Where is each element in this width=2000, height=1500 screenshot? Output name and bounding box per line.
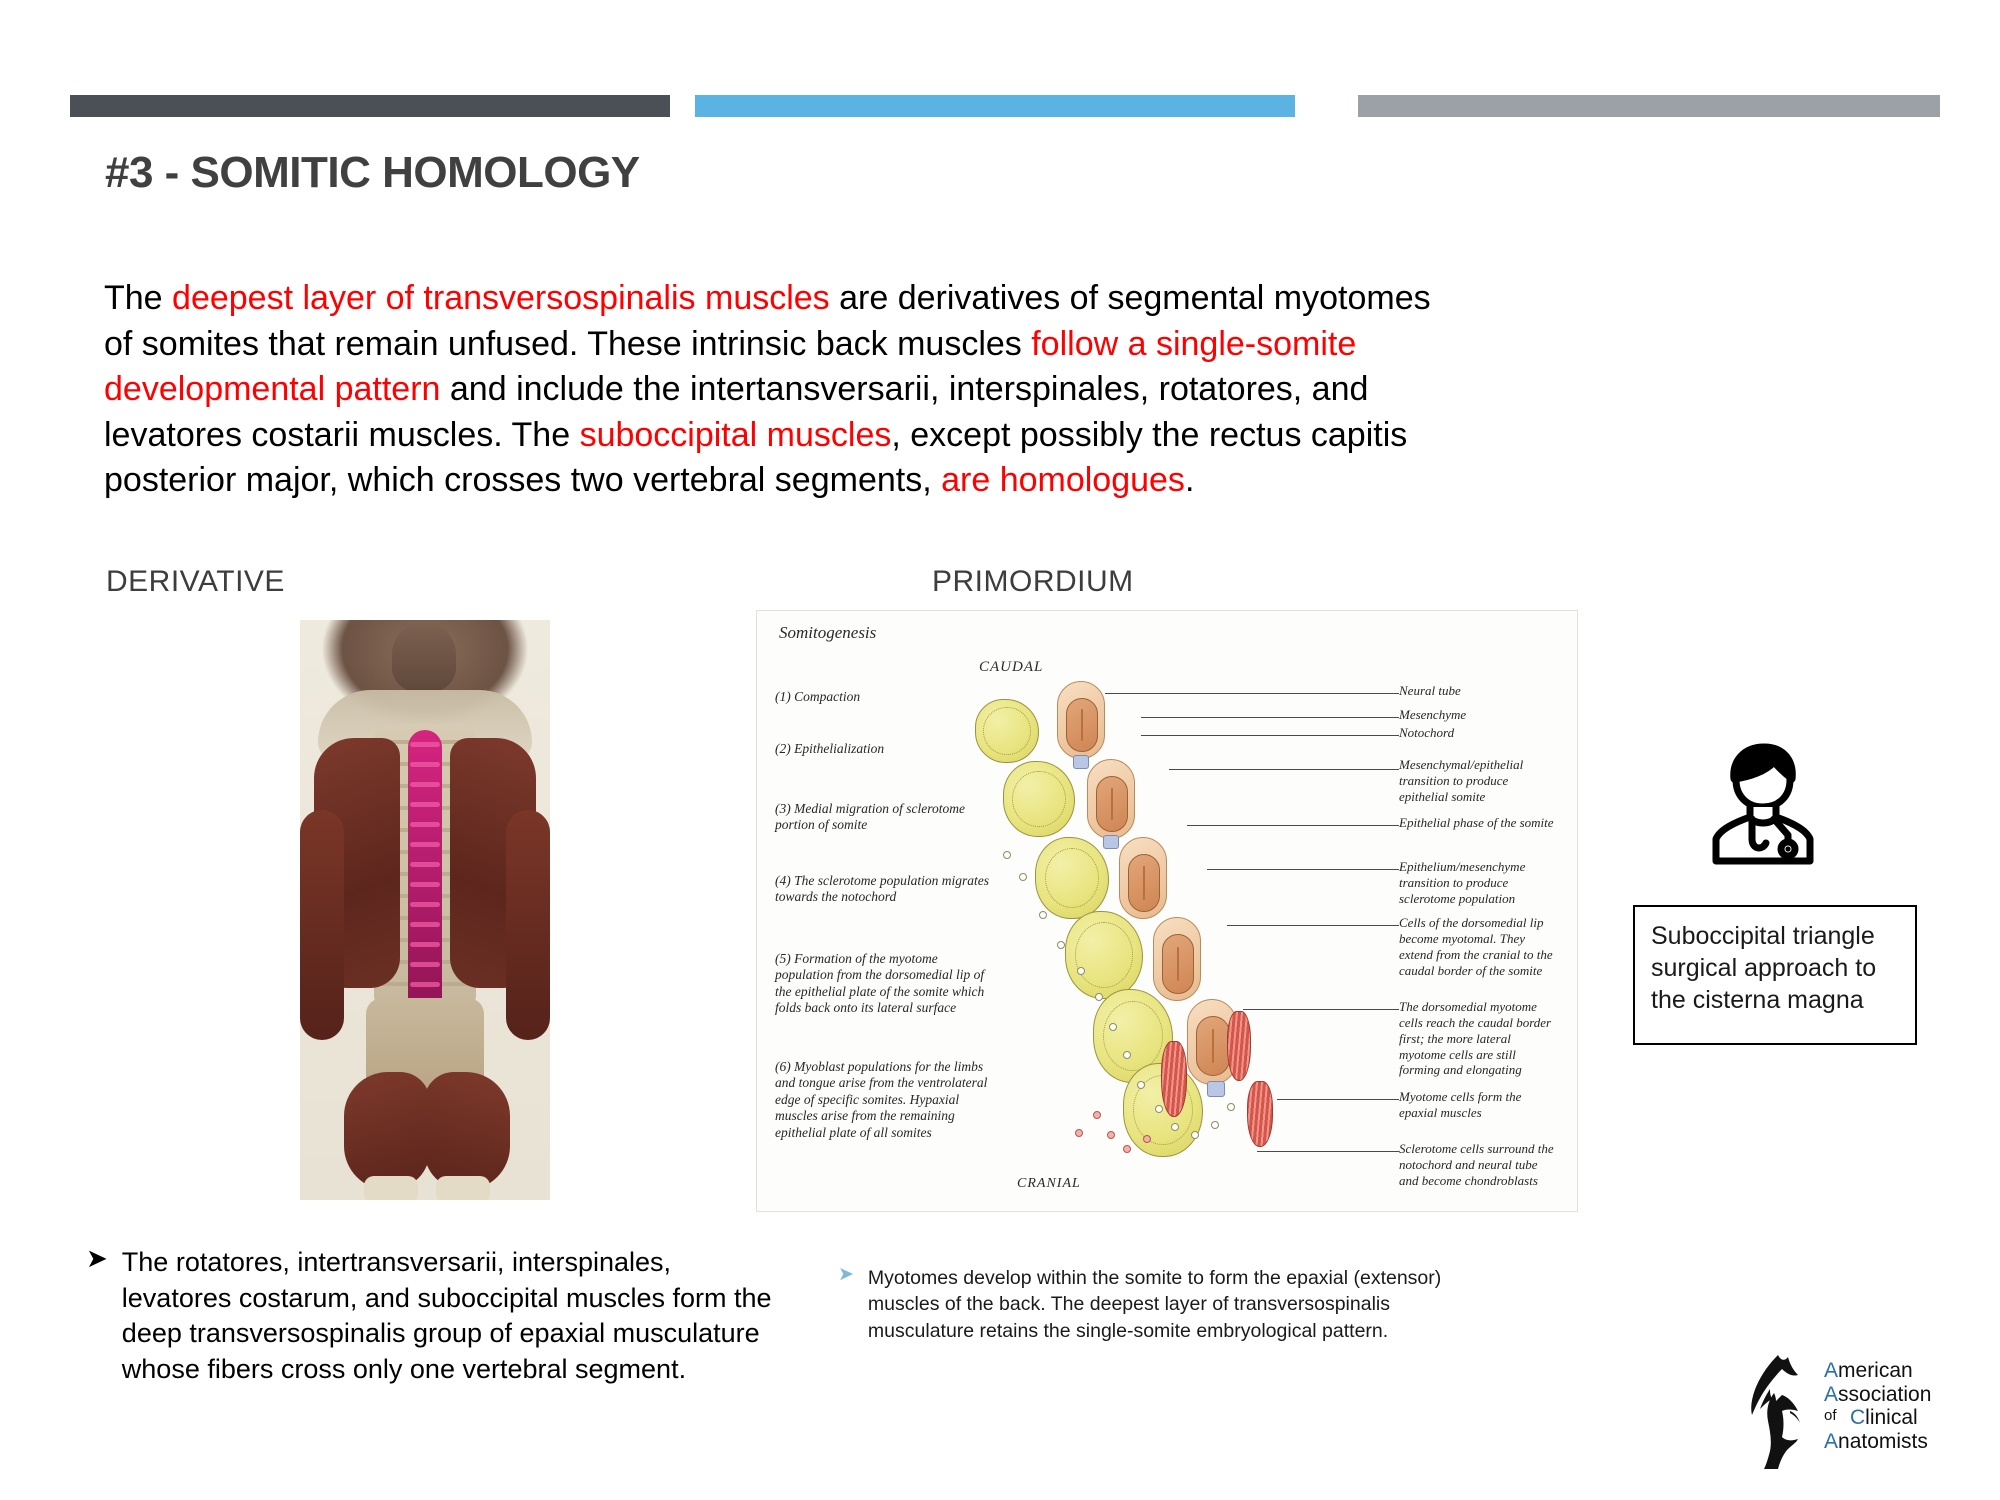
somite-epithelial-3 bbox=[1119, 837, 1167, 919]
cadaver-head bbox=[392, 622, 456, 692]
figure-step-1-number: (1) bbox=[775, 689, 791, 704]
aaca-logo-mark-icon bbox=[1740, 1349, 1822, 1469]
somite-epithelial-1 bbox=[1057, 681, 1105, 759]
cadaver-transversospinalis-highlight bbox=[408, 730, 442, 1020]
figure-step-2-text: Epithelialization bbox=[794, 741, 885, 756]
body-highlight-1: deepest layer of transversospinalis muscles bbox=[172, 279, 830, 317]
figure-step-3-text: Medial migration of sclerotome portion of somite bbox=[775, 801, 965, 833]
somitogenesis-figure bbox=[756, 610, 1578, 1212]
figure-step-4 bbox=[775, 873, 990, 906]
page-title: #3 - SOMITIC HOMOLOGY bbox=[105, 148, 640, 197]
bullet-derivative bbox=[86, 1245, 786, 1388]
body-segment-3: and include the intertansversarii, interspinales, rotatores, and levatores costarii muscles. The bbox=[104, 370, 1369, 454]
somite-yellow-1 bbox=[975, 699, 1039, 763]
figure-step-6-text: Myoblast populations for the limbs and tongue arise from the ventrolateral edge of specific somites. Hypaxial muscles arise from the remaining epithelial plate of all somites bbox=[775, 1059, 988, 1140]
figure-label-mesenchymal-epithelial-transition: Mesenchymal/epithelial transition to produce epithelial somite bbox=[1399, 757, 1524, 804]
figure-step-5 bbox=[775, 951, 990, 1017]
figure-step-6 bbox=[775, 1059, 990, 1141]
cadaver-dissection-image bbox=[300, 620, 550, 1200]
figure-step-1-text: Compaction bbox=[794, 689, 861, 704]
bullet-primordium-text: Myotomes develop within the somite to form the epaxial (extensor) muscles of the back. The deepest layer of transversospinalis musculature retains the single-somite embryological pattern. bbox=[867, 1267, 1442, 1342]
neural-tube-marker-2 bbox=[1103, 835, 1119, 849]
somite-yellow-3 bbox=[1035, 837, 1109, 919]
somite-epithelial-2 bbox=[1087, 759, 1135, 839]
aaca-logo-text bbox=[1824, 1359, 1931, 1454]
figure-step-4-text: The sclerotome population migrates towards the notochord bbox=[775, 873, 989, 905]
figure-step-4-number: (4) bbox=[775, 873, 791, 888]
somite-epithelial-4 bbox=[1153, 917, 1201, 1001]
myotome-epaxial-2 bbox=[1227, 1011, 1251, 1081]
figure-step-2-number: (2) bbox=[775, 741, 791, 756]
figure-step-6-number: (6) bbox=[775, 1059, 791, 1074]
figure-step-3 bbox=[775, 801, 990, 834]
body-highlight-3: suboccipital muscles bbox=[579, 415, 892, 454]
aaca-logo-line-4 bbox=[1824, 1430, 1931, 1454]
cadaver-arm-right bbox=[506, 810, 550, 1040]
doctor-icon bbox=[1688, 735, 1838, 875]
bullet-arrow-icon: ➤ bbox=[838, 1264, 854, 1285]
callout-box: Suboccipital triangle surgical approach to the cisterna magna bbox=[1633, 905, 1917, 1045]
figure-step-2 bbox=[775, 741, 990, 757]
aaca-logo-line-3-cap: C bbox=[1850, 1406, 1866, 1430]
figure-caudal-label: CAUDAL bbox=[979, 659, 1044, 675]
somite-yellow-2 bbox=[1003, 761, 1075, 837]
label-derivative: DERIVATIVE bbox=[106, 565, 285, 598]
figure-step-1 bbox=[775, 689, 990, 705]
neural-tube-marker-3 bbox=[1207, 1081, 1225, 1097]
neural-tube-marker-1 bbox=[1073, 755, 1089, 769]
figure-label-dorsomedial-lip-cells: Cells of the dorsomedial lip become myotomal. They extend from the cranial to the caudal border of the somite bbox=[1399, 915, 1553, 978]
aaca-logo-line-2 bbox=[1824, 1383, 1931, 1407]
figure-step-5-number: (5) bbox=[775, 951, 791, 966]
body-highlight-4: are homologues bbox=[941, 461, 1185, 500]
cadaver-arm-left bbox=[300, 810, 344, 1040]
figure-label-dorsomedial-myotome: The dorsomedial myotome cells reach the caudal border first; the more lateral myotome cells are still forming and elongating bbox=[1399, 999, 1552, 1078]
figure-label-epithelium-mesenchyme-transition: Epithelium/mesenchyme transition to produce sclerotome population bbox=[1399, 859, 1526, 906]
cadaver-gluteal-left bbox=[344, 1072, 430, 1190]
body-paragraph bbox=[104, 276, 1434, 504]
body-segment-5: . bbox=[1184, 461, 1195, 500]
figure-label-epithelial-phase: Epithelial phase of the somite bbox=[1399, 815, 1554, 830]
bullet-arrow-icon: ➤ bbox=[86, 1243, 108, 1273]
bullet-primordium bbox=[838, 1265, 1478, 1344]
figure-cranial-label: CRANIAL bbox=[1017, 1176, 1081, 1191]
aaca-logo-line-1-rest: merican bbox=[1838, 1359, 1913, 1382]
cadaver-gluteal-right bbox=[424, 1072, 510, 1190]
figure-label-notochord: Notochord bbox=[1399, 725, 1455, 740]
label-primordium: PRIMORDIUM bbox=[932, 565, 1134, 598]
aaca-logo bbox=[1740, 1345, 1980, 1475]
aaca-logo-of: of bbox=[1824, 1407, 1837, 1424]
aaca-logo-line-4-rest: natomists bbox=[1838, 1430, 1928, 1454]
myotome-epaxial-1 bbox=[1161, 1041, 1187, 1117]
myotome-epaxial-3 bbox=[1247, 1081, 1273, 1147]
body-segment-4: , except possibly the rectus capitis posterior major, which crosses two vertebral segments, bbox=[104, 415, 1408, 500]
aaca-logo-line-3 bbox=[1824, 1406, 1931, 1430]
aaca-logo-line-2-rest: ssociation bbox=[1838, 1382, 1932, 1406]
figure-label-neural-tube: Neural tube bbox=[1399, 683, 1461, 698]
cadaver-leg-left bbox=[364, 1176, 418, 1200]
figure-label-mesenchyme: Mesenchyme bbox=[1399, 707, 1467, 722]
figure-step-3-number: (3) bbox=[775, 801, 791, 816]
aaca-logo-line-4-cap: A bbox=[1824, 1430, 1839, 1454]
aaca-logo-line-3-rest: linical bbox=[1865, 1406, 1918, 1430]
bullet-derivative-text: The rotatores, intertransversarii, interspinales, levatores costarum, and suboccipital muscles form the deep transversospinalis group of epaxial musculature whose fibers cross only one vertebral segment. bbox=[121, 1247, 772, 1384]
accent-bar-grey bbox=[1358, 95, 1940, 117]
figure-label-sclerotome-chondroblasts: Sclerotome cells surround the notochord and neural tube and become chondroblasts bbox=[1399, 1141, 1554, 1188]
body-segment-1: The bbox=[104, 279, 173, 317]
accent-bar-dark bbox=[70, 95, 670, 117]
figure-title: Somitogenesis bbox=[779, 623, 877, 642]
cadaver-leg-right bbox=[436, 1176, 490, 1200]
body-highlight-2: follow a single-somite developmental pattern bbox=[104, 324, 1357, 409]
aaca-logo-line-1-cap: A bbox=[1824, 1359, 1839, 1382]
somite-yellow-4 bbox=[1065, 911, 1143, 999]
figure-label-myotome-epaxial: Myotome cells form the epaxial muscles bbox=[1399, 1089, 1522, 1120]
aaca-logo-line-2-cap: A bbox=[1824, 1382, 1839, 1406]
accent-bar-blue bbox=[695, 95, 1295, 117]
header-accent-bars bbox=[70, 95, 1940, 117]
figure-step-5-text: Formation of the myotome population from the dorsomedial lip of the epithelial plate of the somite which folds back onto its lateral surface bbox=[775, 951, 985, 1016]
aaca-logo-line-1 bbox=[1824, 1359, 1931, 1383]
body-segment-2: are derivatives of segmental myotomes of somites that remain unfused. These intrinsic back muscles bbox=[104, 279, 1431, 363]
